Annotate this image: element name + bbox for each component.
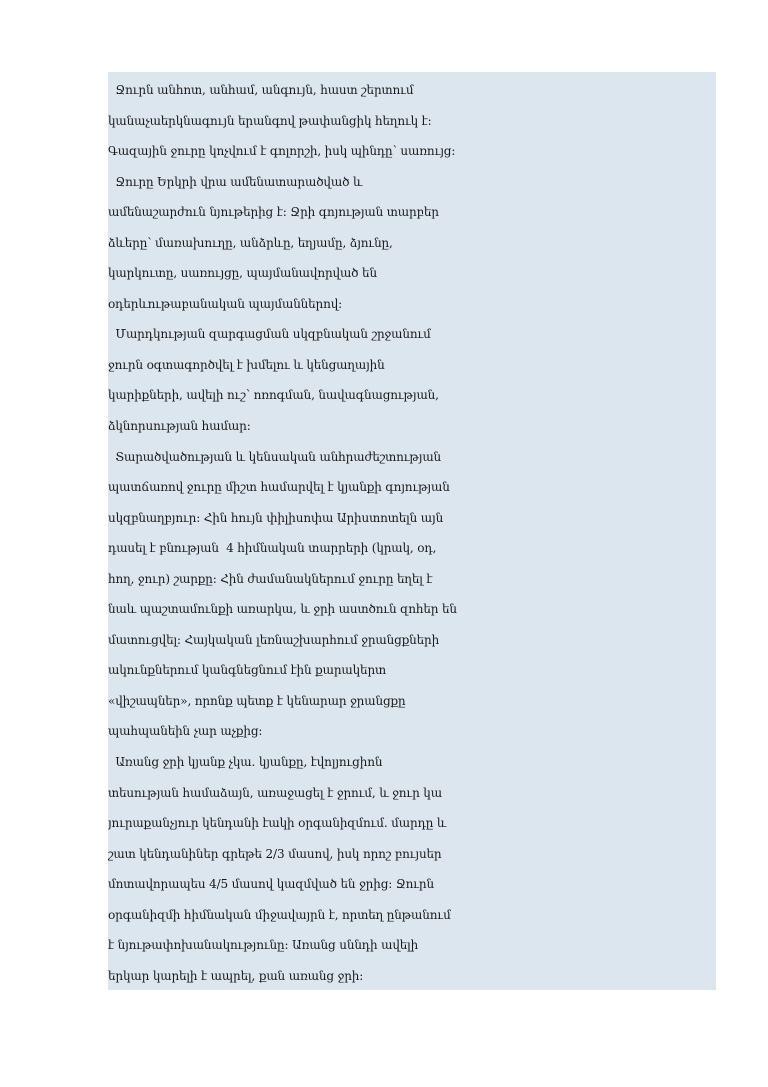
document-text-line: ջուրն օգտագործվել է խմելու և կենցաղային xyxy=(108,357,385,372)
document-text-line: երկար կարելի է ապրել, քան առանց ջրի: xyxy=(108,968,364,983)
document-text-line: կարկուտը, սառույցը, պայմանավորված են xyxy=(108,266,377,281)
document-text-line: տեսության համաձայն, առաջացել է ջրում, և ջուր կա xyxy=(108,785,442,800)
document-text-line: պահպանեին չար աչքից: xyxy=(108,724,263,739)
document-text-line: Մարդկության զարգացման սկզբնական շրջանում xyxy=(108,327,431,342)
document-text-line: ձևերը՝ մառախուղը, անձրևը, եղյամը, ձյունը, xyxy=(108,235,393,250)
document-text-line: ակունքներում կանգնեցնում էին քարակերտ xyxy=(108,663,387,678)
document-text-line: Տարածվածության և կենսական անհրաժեշտության xyxy=(108,449,442,464)
document-text-line: նաև պաշտամունքի առարկա, և ջրի աստծուն զոհեր են xyxy=(108,602,457,617)
document-text-line: կարիքների, ավելի ուշ՝ ոռոգման, նավագնացության, xyxy=(108,388,439,403)
document-text-line: սկզբնաղբյուր: Հին հույն փիլիսոփա Արիստոտելն այն xyxy=(108,510,444,525)
document-text-line: Առանց ջրի կյանք չկա. կյանքը, էվոլյուցիոն xyxy=(108,755,383,770)
document-text-line: «վիշապներ», որոնք պետք է կենարար ջրանցքը xyxy=(108,693,406,708)
document-text-line: է նյութափոխանակությունը: Առանց սննդի ավելի xyxy=(108,938,419,953)
document-text-line: Ջուրը Երկրի վրա ամենատարածված և xyxy=(108,174,363,189)
document-text-line: Ջուրն անհոտ, անհամ, անգույն, հաստ շերտում xyxy=(108,83,414,97)
document-text-line: կանաչաերկնագույն երանգով թափանցիկ հեղուկ է: xyxy=(108,113,432,128)
document-text-line: օրգանիզմի հիմնական միջավայրն է, որտեղ ընթանում xyxy=(108,907,451,922)
document-text-line: հող, ջուր) շարքը: Հին ժամանակներում ջուրը եղել է xyxy=(108,571,433,586)
document-text-line: մոտավորապես 4/5 մասով կազմված են ջրից: Ջուրն xyxy=(108,877,434,892)
document-text-line: մատուցվել: Հայկական լեռնաշխարհում ջրանցքների xyxy=(108,632,440,647)
document-text-line: Գազային ջուրը կոչվում է գոլորշի, իսկ պինդը՝ սառույց: xyxy=(108,144,456,159)
document-text-line: պատճառով ջուրը միշտ համարվել է կյանքի գոյության xyxy=(108,480,450,495)
document-text-line: ամենաշարժուն նյութերից է: Ջրի գոյության տարբեր xyxy=(108,205,439,220)
document-text-line: օդերևութաբանական պայմաններով: xyxy=(108,296,343,311)
document-text-block xyxy=(108,72,716,990)
document-text-line: դասել է բնության 4 հիմնական տարրերի (կրակ, օդ, xyxy=(108,541,437,556)
document-text-line: յուրաքանչյուր կենդանի էակի օրգանիզմում. մարդը և xyxy=(108,816,447,831)
document-text-line: ձկնորսության համար: xyxy=(108,419,251,434)
document-text-line: շատ կենդանիներ գրեթե 2/3 մասով, իսկ որոշ բույսեր xyxy=(108,846,442,861)
